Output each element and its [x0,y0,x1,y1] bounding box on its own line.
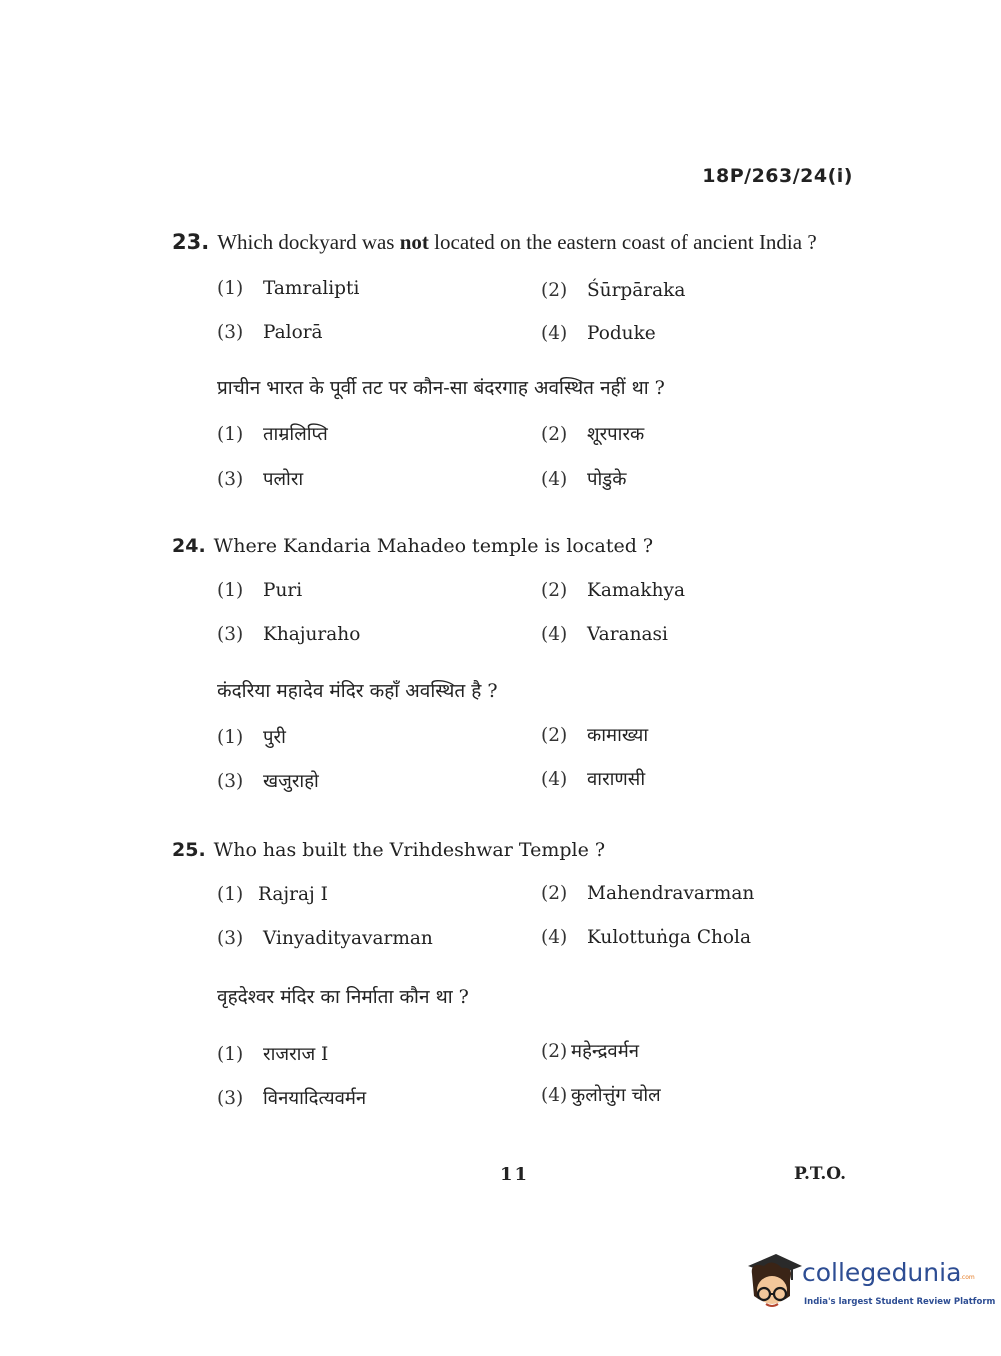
option-25-4 [541,927,751,948]
question-24 [172,535,653,557]
option-number: (2) [541,580,568,601]
option-number: (3) [217,469,244,490]
hindi-option-24-3 [217,768,319,793]
question-text: Who has built the Vrihdeshwar Temple ? [213,839,606,861]
option-text: महेन्द्रवर्मन [571,1041,640,1062]
option-text: राजराज I [263,1044,329,1065]
option-number: (1) [217,278,244,299]
option-number: (2) [541,725,568,746]
option-text: पोडुके [587,469,627,490]
option-text: Kulottuṅga Chola [587,927,751,948]
option-23-3 [217,322,323,343]
option-text: Poduke [587,323,656,344]
option-25-2 [541,883,754,904]
option-number: (4) [541,469,568,490]
option-number: (3) [217,771,244,792]
question-text-part: located on the eastern coast of ancient India ? [428,230,817,254]
option-text: पलोरा [263,469,304,490]
hindi-option-23-1 [217,421,328,446]
hindi-question-23: प्राचीन भारत के पूर्वी तट पर कौन-सा बंदरगाह अवस्थित नहीं था ? [217,377,665,399]
option-24-1 [217,580,302,601]
option-number: (1) [217,1044,244,1065]
option-text: Khajuraho [263,624,361,645]
page-number: 11 [500,1164,530,1185]
option-number: (2) [541,280,568,301]
option-25-3 [217,928,433,949]
paper-code: 18P/263/24(i) [702,165,853,187]
option-number: (3) [217,624,244,645]
question-number: 24. [172,535,206,557]
question-text-emphasis: not [399,230,429,254]
option-number: (2) [541,883,568,904]
question-text-part: Which dockyard was [217,230,400,254]
option-number: (2) [541,1041,568,1062]
option-text: कामाख्या [587,725,649,746]
option-number: (3) [217,928,244,949]
option-number: (1) [217,580,244,601]
logo-name: collegedunia [802,1258,962,1287]
hindi-option-24-2 [541,722,648,747]
question-text: Where Kandaria Mahadeo temple is located ? [213,535,654,557]
option-number: (4) [541,624,568,645]
option-number: (4) [541,927,568,948]
option-text: Śūrpāraka [587,280,686,301]
option-number: (1) [217,424,244,445]
logo-tagline: India's largest Student Review Platform [804,1297,996,1307]
option-text: ताम्रलिप्ति [263,424,328,445]
option-23-1 [217,278,359,299]
option-text: Varanasi [587,624,668,645]
option-text: Mahendravarman [587,883,755,904]
option-number: (2) [541,424,568,445]
option-24-2 [541,580,685,601]
option-number: (4) [541,769,568,790]
collegedunia-watermark [742,1252,996,1316]
option-24-4 [541,624,668,645]
logo-domain: .com [960,1274,975,1281]
pto-label: P.T.O. [794,1164,846,1184]
option-text: Kamakhya [587,580,686,601]
mascot-icon [742,1252,802,1312]
option-text: खजुराहो [263,771,319,792]
option-23-2 [541,280,685,301]
question-23 [172,230,817,255]
option-text: Palorā [263,322,323,343]
hindi-option-23-3 [217,466,303,491]
option-text: शूरपारक [587,424,645,445]
hindi-option-25-2 [541,1038,639,1063]
hindi-option-24-4 [541,766,645,791]
option-number: (4) [541,323,568,344]
option-text: वाराणसी [587,769,646,790]
hindi-question-24: कंदरिया महादेव मंदिर कहाँ अवस्थित है ? [217,680,498,702]
hindi-option-23-2 [541,421,644,446]
option-text: Tamralipti [263,278,360,299]
question-number: 25. [172,839,206,861]
hindi-option-25-3 [217,1085,366,1110]
question-25 [172,839,605,861]
hindi-question-25: वृहदेश्वर मंदिर का निर्माता कौन था ? [217,986,469,1008]
option-number: (1) [217,727,244,748]
hindi-option-25-4 [541,1082,661,1107]
hindi-option-24-1 [217,724,286,749]
option-number: (1) [217,884,244,905]
option-number: (4) [541,1085,568,1106]
hindi-option-25-1 [217,1041,328,1066]
option-text: पुरी [263,727,286,748]
hindi-option-23-4 [541,466,626,491]
option-24-3 [217,624,360,645]
option-23-4 [541,323,656,344]
option-number: (3) [217,322,244,343]
option-text: Rajraj I [258,884,328,905]
option-text: Vinyadityavarman [263,928,433,949]
option-text: Puri [263,580,303,601]
option-text: कुलोत्तुंग चोल [571,1085,661,1106]
option-25-1 [217,884,328,905]
option-text: विनयादित्यवर्मन [263,1088,367,1109]
option-number: (3) [217,1088,244,1109]
question-number: 23. [172,230,210,254]
